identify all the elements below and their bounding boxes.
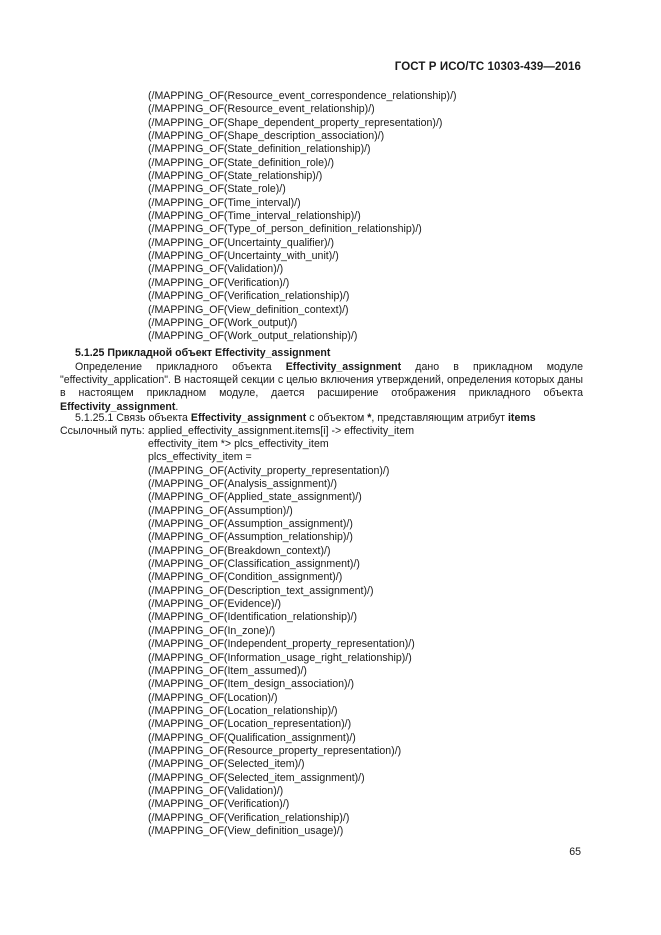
mapping-line: (/MAPPING_OF(Identification_relationship)/): [148, 611, 358, 624]
paragraph-bold: Effectivity_assignment: [60, 400, 176, 413]
mapping-line: (/MAPPING_OF(Time_interval_relationship)/): [148, 210, 361, 223]
mapping-line: (/MAPPING_OF(Assumption_relationship)/): [148, 531, 353, 544]
mapping-line: (/MAPPING_OF(Breakdown_context)/): [148, 544, 331, 557]
mapping-line: (/MAPPING_OF(Verification)/): [148, 276, 290, 289]
mapping-line: (/MAPPING_OF(Assumption_assignment)/): [148, 518, 353, 531]
mapping-line: (/MAPPING_OF(Work_output_relationship)/): [148, 330, 358, 343]
subsection-heading: 5.1.25.1 Связь объекта Effectivity_assignment с объектом *, представляющим атрибут items: [75, 412, 536, 424]
mapping-line: (/MAPPING_OF(Location_representation)/): [148, 718, 352, 731]
mapping-line: (/MAPPING_OF(Location_relationship)/): [148, 704, 338, 717]
mapping-line: effectivity_item *> plcs_effectivity_item: [148, 438, 329, 450]
mapping-line: (/MAPPING_OF(View_definition_context)/): [148, 303, 349, 316]
mapping-line: (/MAPPING_OF(Item_design_association)/): [148, 678, 355, 691]
mapping-line: (/MAPPING_OF(State_relationship)/): [148, 170, 323, 183]
paragraph-text: Определение прикладного объекта: [75, 361, 286, 373]
mapping-line: (/MAPPING_OF(Selected_item_assignment)/): [148, 771, 365, 784]
mapping-line: (/MAPPING_OF(Activity_property_representation)/): [148, 464, 390, 477]
mapping-line: (/MAPPING_OF(Uncertainty_with_unit)/): [148, 250, 339, 263]
mapping-line: (/MAPPING_OF(View_definition_usage)/): [148, 824, 344, 837]
mapping-line: (/MAPPING_OF(Type_of_person_definition_relationship)/): [148, 223, 422, 236]
mapping-line: (/MAPPING_OF(Applied_state_assignment)/): [148, 491, 362, 504]
mapping-line: (/MAPPING_OF(Work_output)/): [148, 316, 298, 329]
section-paragraph: [60, 361, 583, 414]
mapping-line: (/MAPPING_OF(Resource_event_correspondence_relationship)/): [148, 90, 457, 102]
mapping-line: (/MAPPING_OF(Selected_item)/): [148, 758, 305, 771]
reference-path-label: Ссылочный путь:: [60, 425, 145, 437]
paragraph-text: дано в прикладном модуле "effectivity_application". В настоящей секции с целью включения утверждений, определения которых даны в настоящем прикладном модуле, дается расширение отображения прикладного объекта: [60, 361, 583, 400]
section-heading: 5.1.25 Прикладной объект Effectivity_assignment: [75, 347, 331, 359]
reference-path-first: applied_effectivity_assignment.items[i] -> effectivity_item: [148, 425, 415, 437]
mapping-line: (/MAPPING_OF(State_definition_role)/): [148, 156, 335, 169]
mapping-line: (/MAPPING_OF(Location)/): [148, 691, 278, 704]
paragraph-text: .: [175, 400, 179, 413]
mapping-line: (/MAPPING_OF(Classification_assignment)/): [148, 558, 360, 571]
mapping-line: (/MAPPING_OF(Validation)/): [148, 784, 284, 797]
mapping-line: (/MAPPING_OF(Independent_property_representation)/): [148, 638, 415, 651]
mapping-line: (/MAPPING_OF(Time_interval)/): [148, 196, 301, 209]
mapping-line: (/MAPPING_OF(State_role)/): [148, 183, 286, 196]
mapping-line: (/MAPPING_OF(Analysis_assignment)/): [148, 478, 337, 491]
mapping-line: (/MAPPING_OF(Condition_assignment)/): [148, 571, 343, 584]
mapping-line: (/MAPPING_OF(Description_text_assignment)/): [148, 584, 374, 597]
paragraph-bold: Effectivity_assignment: [285, 361, 402, 373]
mapping-line: (/MAPPING_OF(Shape_dependent_property_representation)/): [148, 116, 443, 129]
mapping-line: (/MAPPING_OF(Verification)/): [148, 798, 290, 811]
mapping-line: (/MAPPING_OF(Item_assumed)/): [148, 664, 307, 677]
mapping-line: (/MAPPING_OF(Shape_description_association)/): [148, 130, 385, 143]
mapping-line: (/MAPPING_OF(Information_usage_right_relationship)/): [148, 651, 412, 664]
mapping-line: (/MAPPING_OF(Qualification_assignment)/): [148, 731, 356, 744]
reference-path: [60, 425, 414, 438]
mapping-list-bottom: [148, 438, 588, 838]
page-number: 65: [569, 846, 581, 858]
mapping-line: (/MAPPING_OF(Uncertainty_qualifier)/): [148, 236, 335, 249]
mapping-list-top: [148, 90, 588, 344]
mapping-line: (/MAPPING_OF(Verification_relationship)/): [148, 290, 350, 303]
mapping-line: (/MAPPING_OF(Validation)/): [148, 263, 284, 276]
mapping-line: (/MAPPING_OF(Verification_relationship)/): [148, 811, 350, 824]
mapping-line: (/MAPPING_OF(Assumption)/): [148, 504, 293, 517]
document-header: ГОСТ Р ИСО/ТС 10303-439—2016: [394, 61, 581, 73]
mapping-line: (/MAPPING_OF(Resource_property_representation)/): [148, 744, 402, 757]
mapping-line: (/MAPPING_OF(In_zone)/): [148, 624, 276, 637]
mapping-line: plcs_effectivity_item =: [148, 451, 252, 464]
mapping-line: (/MAPPING_OF(Resource_event_relationship)/): [148, 103, 375, 116]
mapping-line: (/MAPPING_OF(State_definition_relationship)/): [148, 143, 371, 156]
mapping-line: (/MAPPING_OF(Evidence)/): [148, 598, 282, 611]
